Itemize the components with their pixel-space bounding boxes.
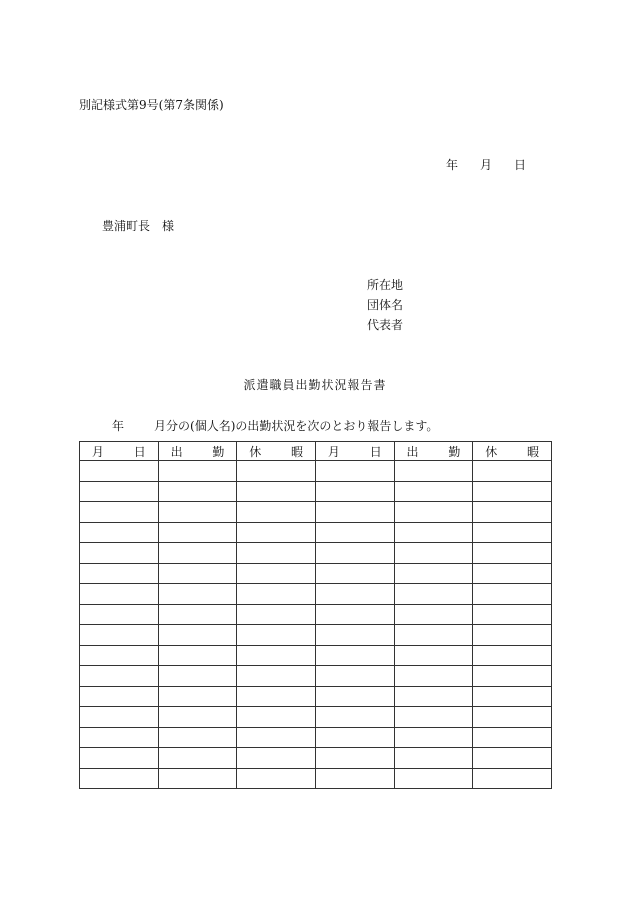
table-cell[interactable]: [158, 686, 237, 707]
table-cell[interactable]: [237, 604, 316, 625]
table-cell[interactable]: [473, 481, 552, 502]
table-row: [80, 584, 552, 605]
table-row: [80, 604, 552, 625]
table-cell[interactable]: [80, 481, 159, 502]
table-cell[interactable]: [394, 686, 473, 707]
table-cell[interactable]: [158, 604, 237, 625]
table-cell[interactable]: [473, 748, 552, 769]
table-cell[interactable]: [315, 481, 394, 502]
table-cell[interactable]: [394, 584, 473, 605]
table-row: [80, 768, 552, 789]
table-cell[interactable]: [394, 727, 473, 748]
sender-location-label: 所在地: [367, 278, 404, 292]
table-cell[interactable]: [315, 645, 394, 666]
table-cell[interactable]: [237, 461, 316, 482]
lead-sentence: [112, 417, 438, 434]
table-cell[interactable]: [315, 604, 394, 625]
table-cell[interactable]: [394, 748, 473, 769]
table-cell[interactable]: [237, 686, 316, 707]
table-cell[interactable]: [237, 584, 316, 605]
table-cell[interactable]: [237, 543, 316, 564]
table-cell[interactable]: [80, 604, 159, 625]
table-row: [80, 686, 552, 707]
table-row: [80, 748, 552, 769]
table-cell[interactable]: [315, 625, 394, 646]
table-cell[interactable]: [315, 686, 394, 707]
form-number: 別記様式第9号(第7条関係): [79, 98, 224, 112]
table-cell[interactable]: [80, 727, 159, 748]
table-cell[interactable]: [315, 768, 394, 789]
table-cell[interactable]: [394, 768, 473, 789]
table-cell[interactable]: [237, 727, 316, 748]
table-cell[interactable]: [237, 563, 316, 584]
table-cell[interactable]: [473, 686, 552, 707]
table-cell[interactable]: [394, 666, 473, 687]
table-row: [80, 707, 552, 728]
addressee-name: 豊浦町長: [102, 219, 151, 233]
table-cell[interactable]: [158, 748, 237, 769]
table-cell[interactable]: [315, 748, 394, 769]
table-cell[interactable]: [80, 686, 159, 707]
table-cell[interactable]: [315, 707, 394, 728]
table-cell[interactable]: [237, 481, 316, 502]
table-cell[interactable]: [394, 563, 473, 584]
table-cell[interactable]: [158, 502, 237, 523]
table-cell[interactable]: [394, 461, 473, 482]
table-row: [80, 461, 552, 482]
table-cell[interactable]: [394, 707, 473, 728]
table-cell[interactable]: [158, 481, 237, 502]
table-cell[interactable]: [237, 625, 316, 646]
table-row: [80, 481, 552, 502]
table-cell[interactable]: [80, 625, 159, 646]
table-cell[interactable]: [158, 727, 237, 748]
table-row: [80, 502, 552, 523]
date-line: [446, 156, 526, 173]
table-row: [80, 645, 552, 666]
table-cell[interactable]: [237, 748, 316, 769]
lead-text: 月分の(個人名)の出勤状況を次のとおり報告します。: [154, 419, 439, 433]
table-cell[interactable]: [473, 604, 552, 625]
lead-year: 年: [112, 419, 125, 433]
sender-organization-label: 団体名: [367, 298, 404, 312]
table-row: [80, 666, 552, 687]
table-cell[interactable]: [237, 707, 316, 728]
date-year: 年: [446, 158, 459, 172]
table-cell[interactable]: [473, 727, 552, 748]
table-row: [80, 563, 552, 584]
table-cell[interactable]: [80, 543, 159, 564]
addressee: [102, 217, 174, 234]
date-day: 日: [514, 158, 527, 172]
table-cell[interactable]: [473, 707, 552, 728]
table-cell[interactable]: [394, 481, 473, 502]
table-cell[interactable]: [473, 645, 552, 666]
date-month: 月: [480, 158, 493, 172]
table-cell[interactable]: [394, 625, 473, 646]
table-cell[interactable]: [237, 768, 316, 789]
table-cell[interactable]: [237, 522, 316, 543]
table-cell[interactable]: [80, 666, 159, 687]
attendance-table: [79, 441, 552, 789]
document-title: 派遣職員出勤状況報告書: [243, 378, 387, 392]
header-month-day-2: 月 日: [315, 442, 394, 461]
table-cell[interactable]: [158, 645, 237, 666]
table-row: [80, 727, 552, 748]
table-row: [80, 543, 552, 564]
sender-representative-label: 代表者: [367, 318, 404, 332]
header-attendance-2: 出 勤: [394, 442, 473, 461]
table-row: [80, 625, 552, 646]
table-cell[interactable]: [394, 522, 473, 543]
table-cell[interactable]: [473, 768, 552, 789]
header-month-day: 月 日: [80, 442, 159, 461]
table-cell[interactable]: [315, 584, 394, 605]
table-cell[interactable]: [315, 563, 394, 584]
table-cell[interactable]: [80, 584, 159, 605]
table-cell[interactable]: [80, 707, 159, 728]
header-leave-2: 休 暇: [473, 442, 552, 461]
table-cell[interactable]: [315, 666, 394, 687]
table-cell[interactable]: [158, 584, 237, 605]
table-cell[interactable]: [473, 584, 552, 605]
table-body: [80, 461, 552, 789]
table-cell[interactable]: [315, 727, 394, 748]
table-cell[interactable]: [237, 502, 316, 523]
header-attendance: 出 勤: [158, 442, 237, 461]
table-cell[interactable]: [473, 522, 552, 543]
table-cell[interactable]: [315, 522, 394, 543]
table-cell[interactable]: [473, 563, 552, 584]
table-cell[interactable]: [315, 461, 394, 482]
header-leave: 休 暇: [237, 442, 316, 461]
table-cell[interactable]: [158, 522, 237, 543]
table-cell[interactable]: [80, 645, 159, 666]
table-cell[interactable]: [80, 768, 159, 789]
table-cell[interactable]: [237, 645, 316, 666]
table-cell[interactable]: [80, 563, 159, 584]
table-cell[interactable]: [473, 543, 552, 564]
table-cell[interactable]: [158, 707, 237, 728]
table-cell[interactable]: [394, 604, 473, 625]
table-cell[interactable]: [237, 666, 316, 687]
table-cell[interactable]: [473, 502, 552, 523]
table-cell[interactable]: [473, 461, 552, 482]
table-cell[interactable]: [158, 543, 237, 564]
table-header-row: [80, 442, 552, 461]
table-cell[interactable]: [80, 461, 159, 482]
table-cell[interactable]: [158, 625, 237, 646]
table-row: [80, 522, 552, 543]
addressee-honorific: 様: [162, 219, 175, 233]
table-cell[interactable]: [473, 666, 552, 687]
table-cell[interactable]: [158, 768, 237, 789]
table-cell[interactable]: [394, 543, 473, 564]
table-cell[interactable]: [158, 666, 237, 687]
table-cell[interactable]: [80, 748, 159, 769]
table-cell[interactable]: [394, 645, 473, 666]
table-cell[interactable]: [80, 502, 159, 523]
table-cell[interactable]: [80, 522, 159, 543]
table-cell[interactable]: [394, 502, 473, 523]
table-cell[interactable]: [473, 625, 552, 646]
table-cell[interactable]: [158, 563, 237, 584]
table-cell[interactable]: [315, 543, 394, 564]
table-cell[interactable]: [315, 502, 394, 523]
table-cell[interactable]: [158, 461, 237, 482]
